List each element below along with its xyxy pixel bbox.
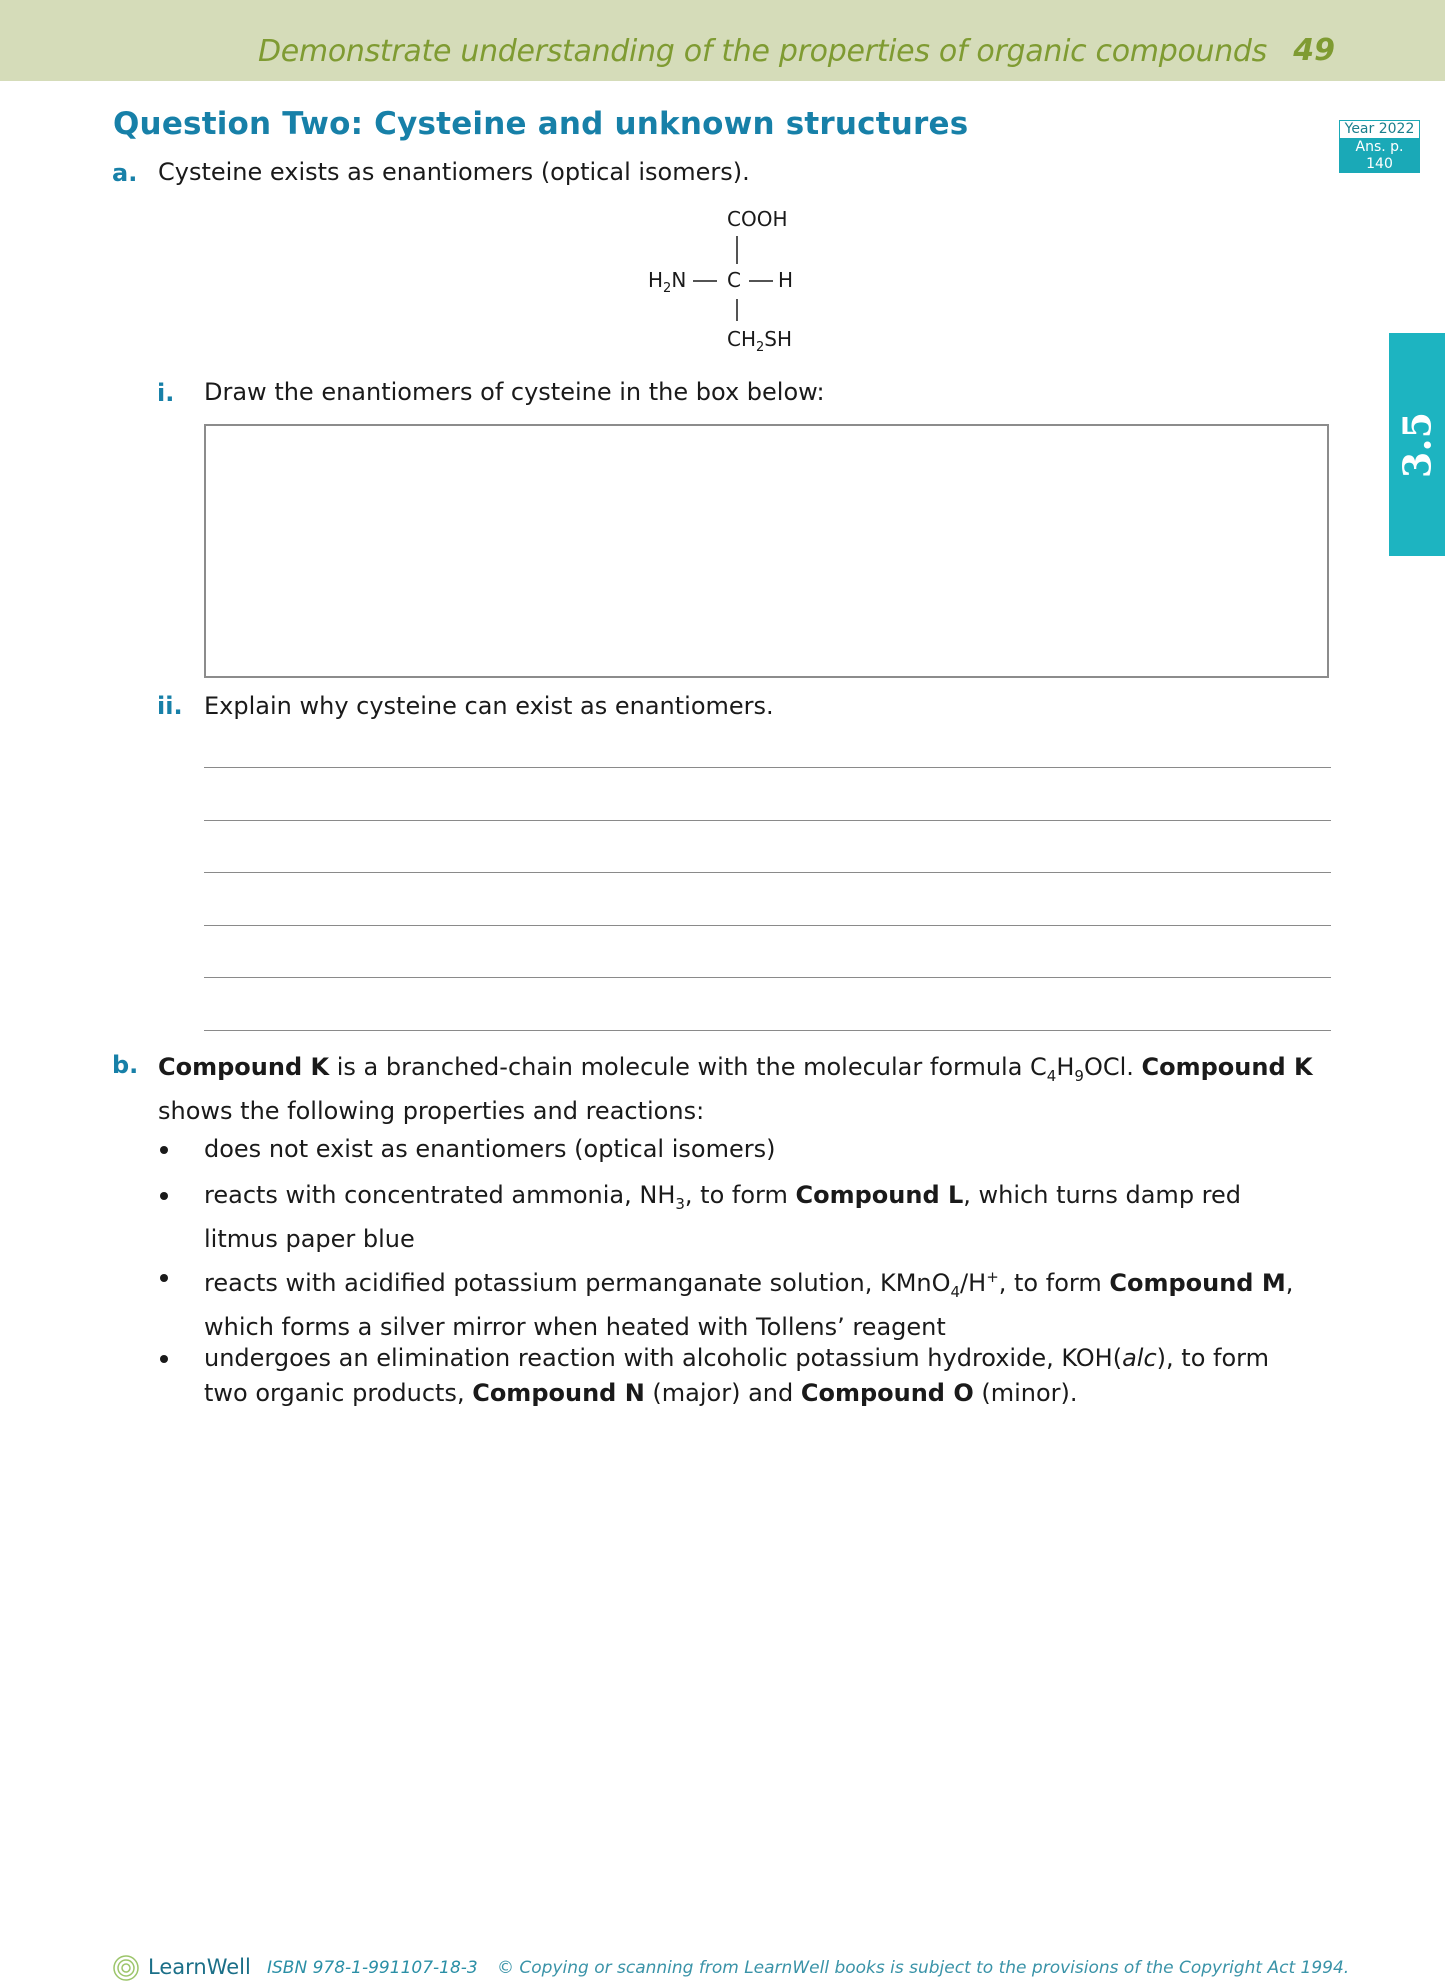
part-a-text: Cysteine exists as enantiomers (optical isomers).: [158, 158, 750, 186]
section-side-tab: [1389, 333, 1445, 556]
answer-line[interactable]: [204, 872, 1331, 873]
footer-brand: LearnWell: [148, 1955, 251, 1979]
answer-line[interactable]: [204, 767, 1331, 768]
structure-top-group: COOH: [727, 207, 788, 231]
sub-i-text: Draw the enantiomers of cysteine in the box below:: [204, 378, 825, 406]
answer-line[interactable]: [204, 820, 1331, 821]
structure-bonds: [600, 200, 840, 360]
answer-line[interactable]: [204, 925, 1331, 926]
part-b-intro: Compound K is a branched-chain molecule with the molecular formula $C_4H_9OCl$. Compound K shows the following properties and reactions:: [158, 1053, 1313, 1125]
bullet-item-1: does not exist as enantiomers (optical isomers): [204, 1135, 776, 1163]
structure-center-atom: C: [727, 268, 741, 292]
sub-i-label: i.: [157, 379, 175, 407]
bullet-dot: [160, 1274, 168, 1282]
footer-copyright: © Copying or scanning from LearnWell books is subject to the provisions of the Copyright Act 1994.: [497, 1958, 1350, 1978]
footer-isbn: ISBN 978-1-991107-18-3: [267, 1958, 478, 1978]
badge-answer-ref[interactable]: Ans. p. 140: [1339, 139, 1420, 173]
page-number: 49: [1293, 33, 1335, 68]
bullet-item-2: reacts with concentrated ammonia, $NH_3$, to form Compound L, which turns damp red litmus paper blue: [204, 1181, 1242, 1253]
part-b-label: b.: [112, 1051, 139, 1079]
bullet-item-4: undergoes an elimination reaction with alcoholic potassium hydroxide, KOH(alc), to form two organic products, Compound N (major) and Compound O (minor).: [204, 1344, 1269, 1407]
sub-ii-label: ii.: [157, 692, 183, 720]
year-badge[interactable]: [1339, 120, 1420, 173]
structure-left-group: $H_2N$: [648, 268, 687, 296]
answer-line[interactable]: [204, 977, 1331, 978]
bullet-dot: [160, 1146, 168, 1154]
part-a-label: a.: [112, 159, 138, 187]
section-number: 3.5: [1394, 411, 1440, 478]
drawing-answer-box[interactable]: [204, 424, 1329, 678]
header-band: [0, 0, 1445, 81]
question-title: Question Two: Cysteine and unknown structures: [113, 106, 969, 142]
structure-bottom-group: $CH_2SH$: [727, 327, 793, 355]
bullet-dot: [160, 1192, 168, 1200]
sub-ii-text: Explain why cysteine can exist as enantiomers.: [204, 692, 774, 720]
cysteine-structure: [600, 200, 840, 360]
badge-year: Year 2022: [1339, 120, 1420, 139]
learnwell-logo-icon: [112, 1954, 140, 1982]
structure-right-group: H: [778, 268, 794, 292]
bullet-item-3: reacts with acidified potassium permanganate solution, KMnO$_4$/H+, to form Compound M, which forms a silver mirror when heated with Tollens’ reagent: [204, 1268, 1294, 1341]
header-title: Demonstrate understanding of the properties of organic compounds: [257, 34, 1267, 69]
bullet-dot: [160, 1355, 168, 1363]
answer-line[interactable]: [204, 1030, 1331, 1031]
